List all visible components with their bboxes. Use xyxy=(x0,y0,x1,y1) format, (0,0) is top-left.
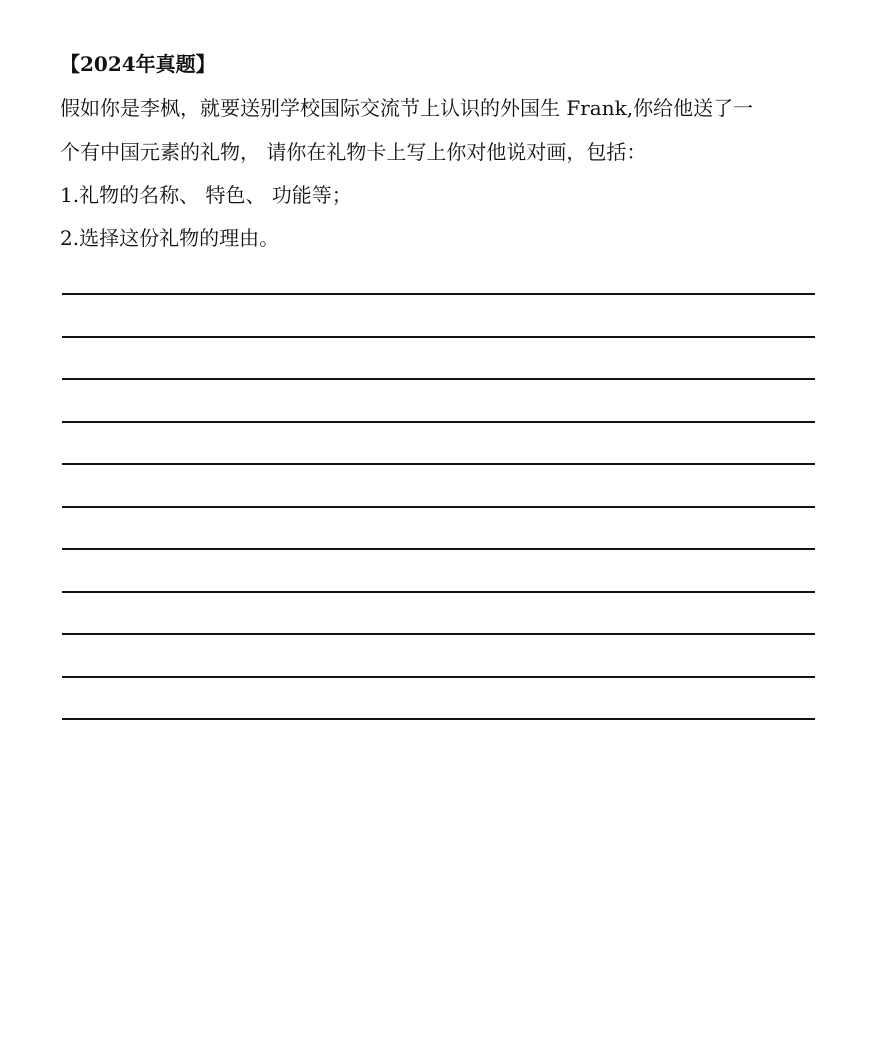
writing-line xyxy=(62,293,815,295)
writing-line xyxy=(62,421,815,423)
prompt-line-2: 个有中国元素的礼物， 请你在礼物卡上写上你对他说对画，包括： xyxy=(60,140,647,164)
writing-line xyxy=(62,676,815,678)
writing-line xyxy=(62,378,815,380)
writing-line xyxy=(62,718,815,720)
exam-title: 【2024年真题】 xyxy=(60,52,216,76)
answer-writing-area xyxy=(62,293,815,761)
writing-line xyxy=(62,463,815,465)
writing-line xyxy=(62,633,815,635)
writing-line xyxy=(62,548,815,550)
writing-line xyxy=(62,591,815,593)
writing-line xyxy=(62,506,815,508)
prompt-line-1: 假如你是李枫，就要送别学校国际交流节上认识的外国生 Frank,你给他送了一 xyxy=(60,96,754,120)
requirement-1: 1.礼物的名称、 特色、 功能等； xyxy=(60,183,352,207)
writing-line xyxy=(62,336,815,338)
requirement-2: 2.选择这份礼物的理由。 xyxy=(60,226,280,250)
